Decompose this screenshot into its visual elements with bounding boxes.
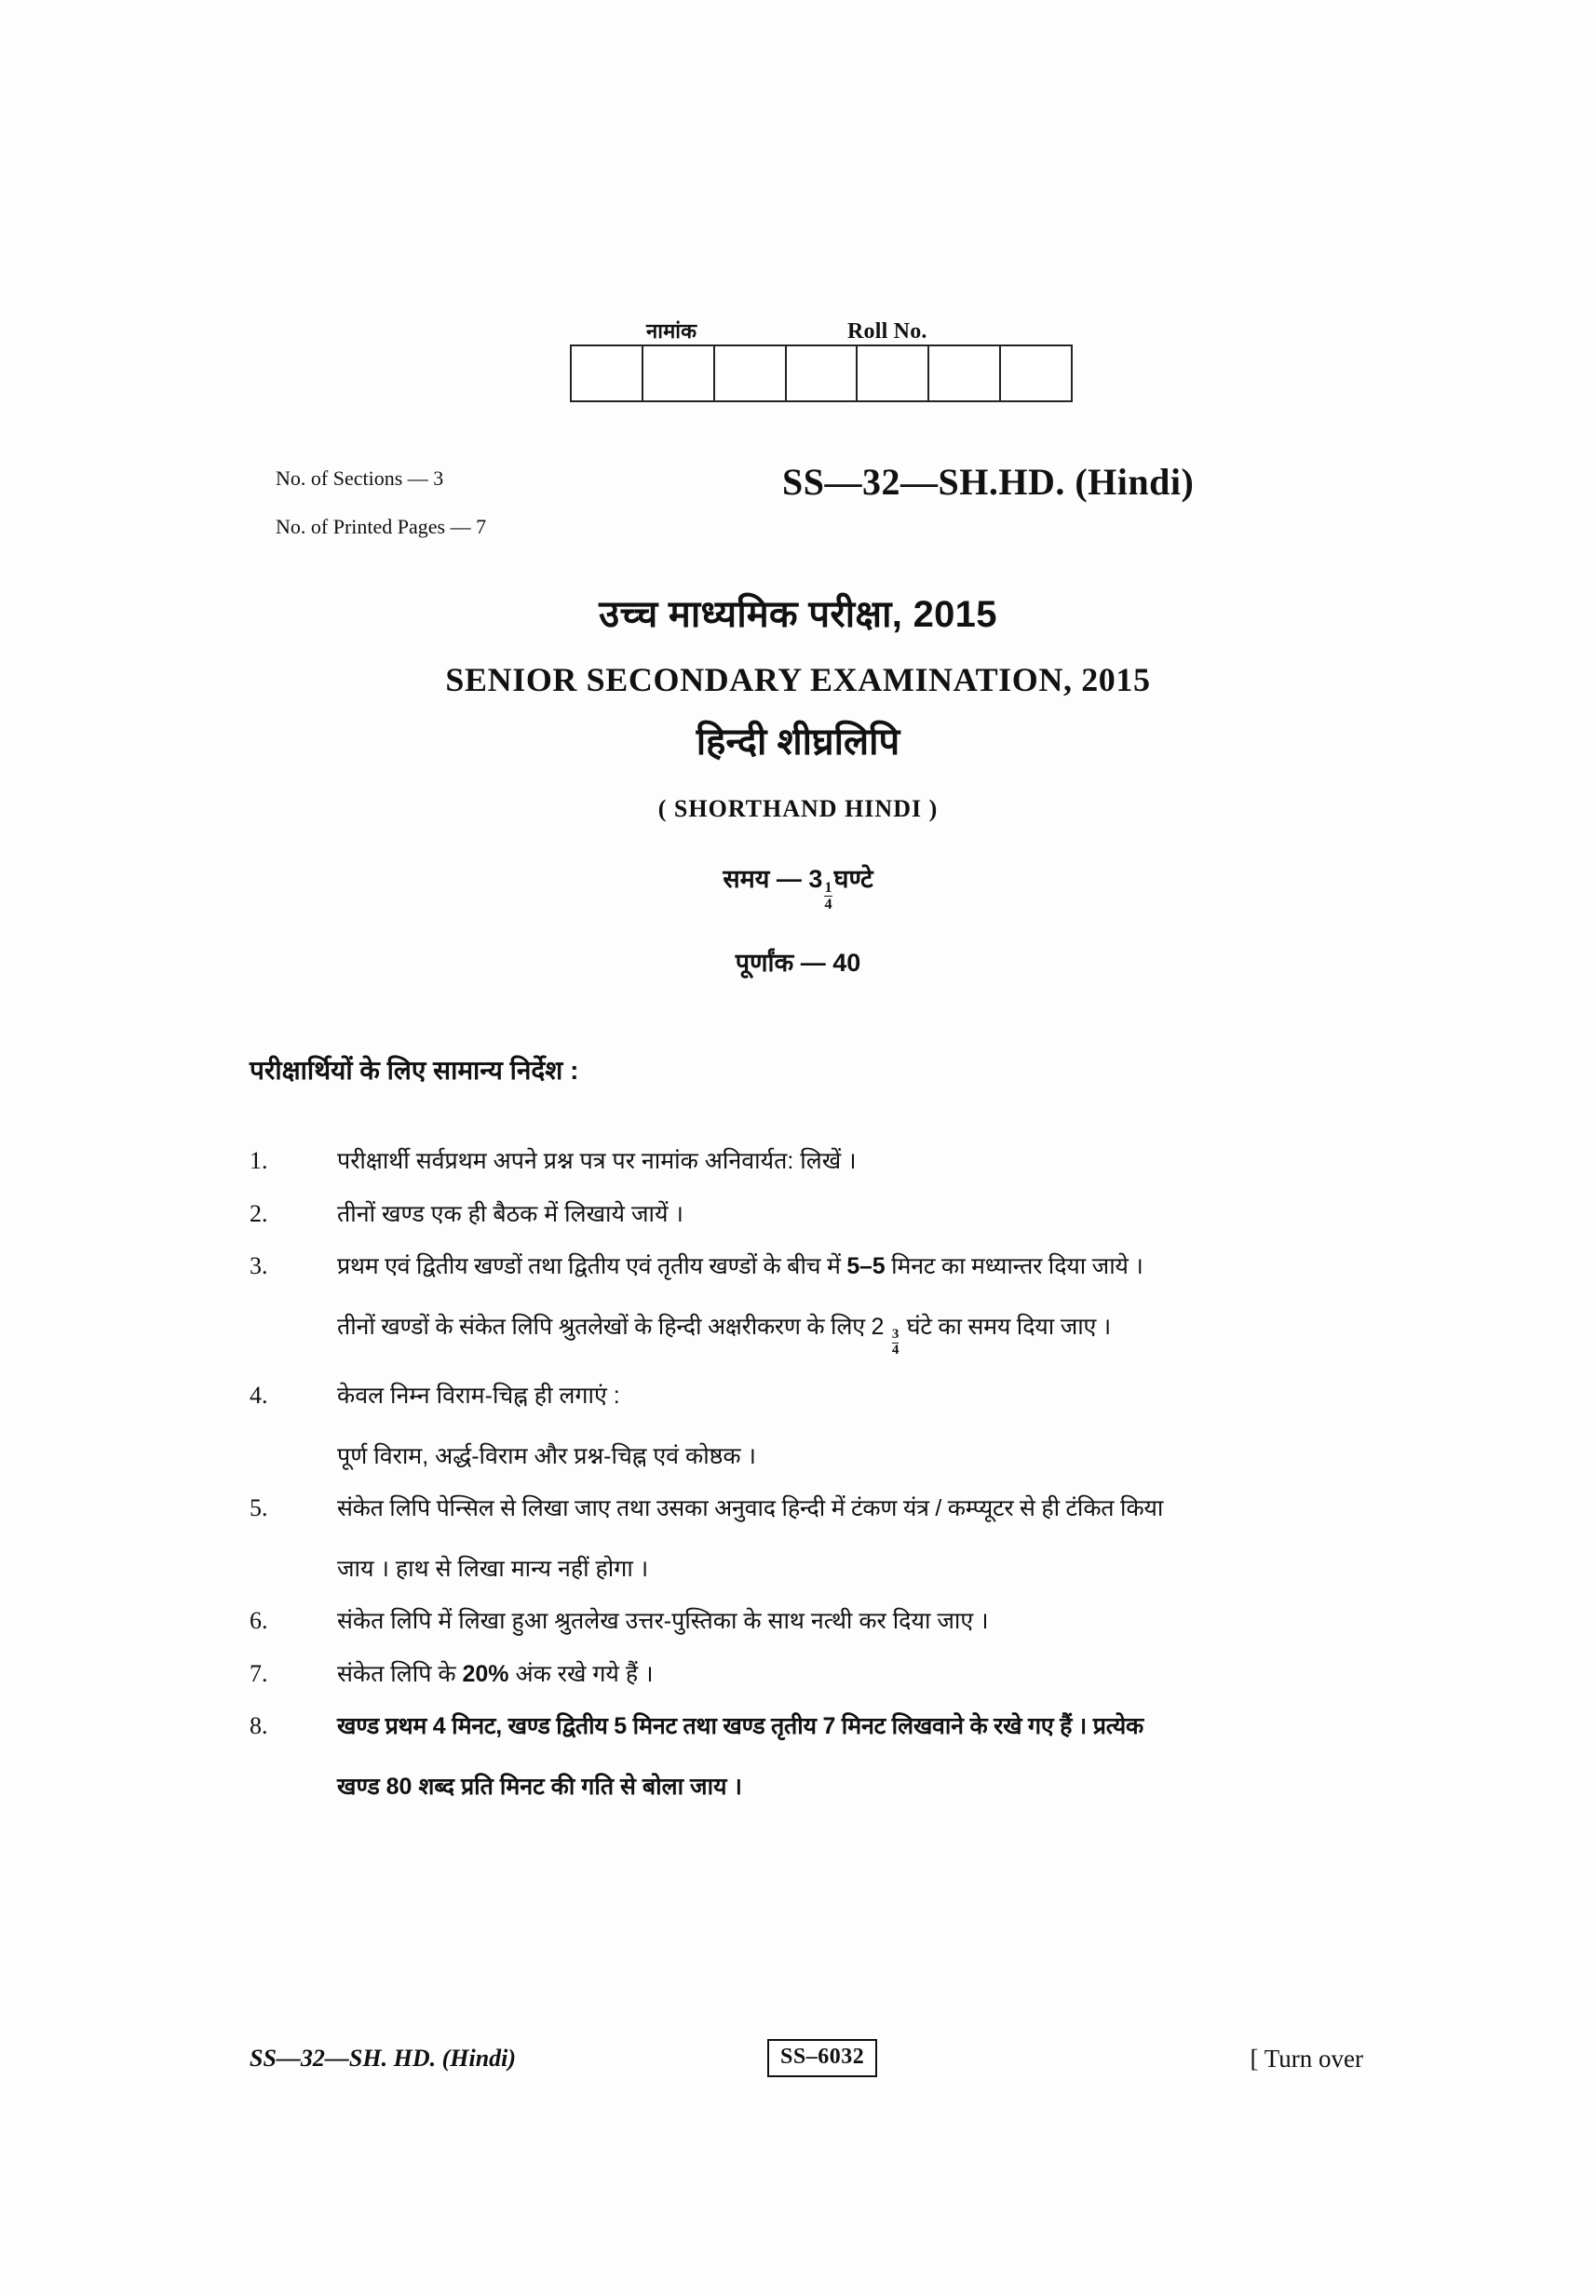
instructions-heading: परीक्षार्थियों के लिए सामान्य निर्देश : — [250, 1056, 579, 1085]
instruction-text-post: मिनट का मध्यान्तर दिया जाये । — [885, 1253, 1143, 1279]
instructions-list — [250, 1147, 1348, 1825]
instruction-number: 1. — [250, 1147, 268, 1174]
maximum-marks: पूर्णांक — 40 — [735, 948, 861, 977]
instruction-item — [250, 1382, 1348, 1470]
instruction-body — [337, 1200, 1348, 1229]
roll-label-english: Roll No. — [847, 319, 927, 344]
instruction-line: तीनों खण्ड एक ही बैठक में लिखाये जायें । — [337, 1200, 683, 1227]
subject-title-english: ( SHORTHAND HINDI ) — [657, 795, 939, 822]
instruction-number: 3. — [250, 1252, 268, 1279]
instruction-body — [337, 1712, 1348, 1801]
instruction-line — [337, 1252, 1348, 1281]
instruction-number: 4. — [250, 1382, 268, 1410]
instruction-line: पूर्ण विराम, अर्द्ध-विराम और प्रश्न-चिह्न एवं कोष्ठक । — [337, 1442, 757, 1469]
time-fraction-numerator: 1 — [824, 878, 832, 896]
instruction-text-post: घंटे का समय दिया जाए । — [900, 1313, 1111, 1340]
paper-code: SS—32—SH.HD. (Hindi) — [782, 461, 1195, 503]
roll-number-cell[interactable] — [643, 346, 715, 400]
instruction-number: 5. — [250, 1494, 268, 1522]
instruction-item — [250, 1147, 1348, 1176]
roll-number-cell[interactable] — [715, 346, 787, 400]
instruction-body — [337, 1607, 1348, 1636]
paper-meta-info — [276, 468, 486, 537]
instruction-item — [250, 1660, 1348, 1689]
instruction-number: 7. — [250, 1659, 268, 1687]
instruction-number: 8. — [250, 1712, 268, 1740]
instruction-number: 2. — [250, 1199, 268, 1227]
roll-number-cell[interactable] — [1001, 346, 1071, 400]
instruction-item — [250, 1252, 1348, 1357]
instruction-line: खण्ड प्रथम 4 मिनट, खण्ड द्वितीय 5 मिनट तथा खण्ड तृतीय 7 मिनट लिखवाने के रखे गए हैं । प्रत्येक — [337, 1713, 1143, 1740]
roll-label-hindi: नामांक — [646, 319, 697, 343]
footer-serial-box: SS–6032 — [767, 2039, 877, 2077]
footer-turn-over: [ Turn over — [1250, 2045, 1363, 2073]
roll-number-cell[interactable] — [929, 346, 1001, 400]
exam-title-english: SENIOR SECONDARY EXAMINATION, 2015 — [445, 661, 1151, 698]
instruction-fraction — [892, 1328, 899, 1357]
roll-number-block — [570, 307, 1073, 402]
instruction-text-emphasis: 20% — [462, 1660, 509, 1687]
time-fraction — [824, 880, 832, 912]
instruction-line: परीक्षार्थी सर्वप्रथम अपने प्रश्न पत्र पर नामांक अनिवार्यत: लिखें । — [337, 1148, 857, 1174]
time-prefix: समय — 3 — [723, 865, 823, 893]
instruction-text-pre: तीनों खण्डों के संकेत लिपि श्रुतलेखों के हिन्दी अक्षरीकरण के लिए 2 — [337, 1313, 890, 1340]
instruction-line: जाय । हाथ से लिखा मान्य नहीं होगा । — [337, 1555, 649, 1582]
subject-title-hindi: हिन्दी शीघ्रलिपि — [696, 722, 900, 763]
instruction-text-pre: संकेत लिपि के — [337, 1660, 463, 1687]
instruction-item — [250, 1712, 1348, 1801]
instruction-fraction-denominator: 4 — [891, 1342, 899, 1357]
no-of-sections: No. of Sections — 3 — [276, 466, 444, 490]
title-block — [0, 587, 1596, 979]
page-footer — [250, 2045, 1363, 2091]
roll-number-cell[interactable] — [858, 346, 929, 400]
instruction-line: खण्ड 80 शब्द प्रति मिनट की गति से बोला जाय । — [337, 1773, 742, 1800]
roll-number-labels — [570, 307, 1073, 344]
time-allowed — [0, 860, 1596, 912]
no-of-printed-pages: No. of Printed Pages — 7 — [276, 515, 487, 538]
instruction-text-pre: प्रथम एवं द्वितीय खण्डों तथा द्वितीय एवं तृतीय खण्डों के बीच में — [337, 1253, 847, 1279]
instruction-text-post: अंक रखे गये हैं । — [508, 1660, 654, 1687]
instruction-line — [337, 1660, 1348, 1689]
time-suffix: घण्टे — [833, 865, 873, 893]
instruction-line — [337, 1313, 1348, 1358]
instruction-item — [250, 1200, 1348, 1229]
instruction-body — [337, 1382, 1348, 1470]
exam-title-hindi: उच्च माध्यमिक परीक्षा, 2015 — [599, 594, 997, 635]
instruction-body — [337, 1660, 1348, 1689]
instruction-body — [337, 1147, 1348, 1176]
instruction-line: केवल निम्न विराम-चिह्न ही लगाएं : — [337, 1383, 620, 1410]
roll-number-grid[interactable] — [570, 344, 1073, 402]
instruction-text-emphasis: 5–5 — [846, 1253, 886, 1279]
instruction-number: 6. — [250, 1607, 268, 1635]
instruction-fraction-numerator: 3 — [891, 1327, 899, 1342]
instruction-body — [337, 1252, 1348, 1357]
time-fraction-denominator: 4 — [824, 895, 832, 912]
instruction-item — [250, 1494, 1348, 1583]
instruction-item — [250, 1607, 1348, 1636]
instruction-line: संकेत लिपि पेन्सिल से लिखा जाए तथा उसका अनुवाद हिन्दी में टंकण यंत्र / कम्प्यूटर से ही टंकित किया — [337, 1495, 1164, 1522]
instruction-body — [337, 1494, 1348, 1583]
roll-number-cell[interactable] — [572, 346, 643, 400]
instruction-line: संकेत लिपि में लिखा हुआ श्रुतलेख उत्तर-पुस्तिका के साथ नत्थी कर दिया जाए । — [337, 1608, 989, 1635]
footer-paper-code: SS—32—SH. HD. (Hindi) — [250, 2045, 517, 2072]
roll-number-cell[interactable] — [787, 346, 859, 400]
